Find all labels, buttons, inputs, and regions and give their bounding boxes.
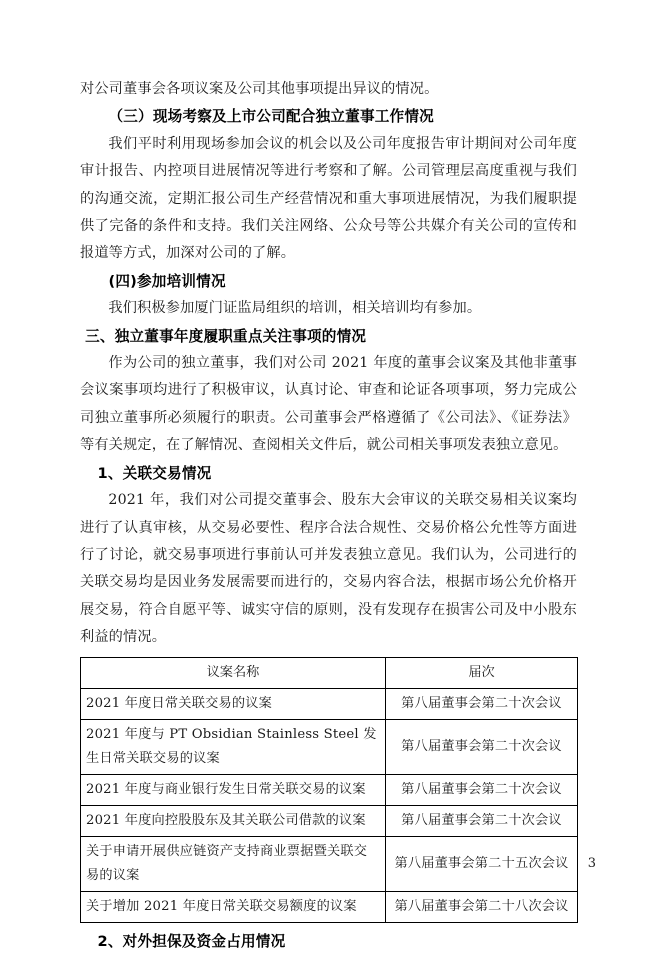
- table-row: [81, 719, 578, 774]
- heading-section-three: 三、独立董事年度履职重点关注事项的情况: [85, 327, 367, 345]
- table-header-session: 届次: [386, 657, 578, 688]
- cell-session: 第八届董事会第二十次会议: [386, 774, 578, 805]
- cell-proposal-name: 2021 年度日常关联交易的议案: [81, 688, 386, 719]
- table-row: [81, 774, 578, 805]
- cell-proposal-name: 关于申请开展供应链资产支持商业票据暨关联交易的议案: [81, 836, 386, 891]
- cell-session: 第八届董事会第二十次会议: [386, 805, 578, 836]
- paragraph-site-visit: 我们平时利用现场参加会议的机会以及公司年度报告审计期间对公司年度审计报告、内控项目进展情况等进行考察和了解。公司管理层高度重视与我们的沟通交流，定期汇报公司生产经营情况和重大事项进展情况，为我们履职提供了完备的条件和支持。我们关注网络、公众号等公共媒介有关公司的宣传和报道等方式，加深对公司的了解。: [80, 135, 577, 262]
- paragraph-section-three-intro: 作为公司的独立董事，我们对公司 2021 年度的董事会议案及其他非董事会议案事项均进行了积极审议，认真讨论、审查和论证各项事项，努力完成公司独立董事所必须履行的职责。公司董事会严格遵循了《公司法》、《证券法》等有关规定，在了解情况、查阅相关文件后，就公司相关事项发表独立意见。: [80, 355, 577, 454]
- cell-proposal-name: 2021 年度与商业银行发生日常关联交易的议案: [81, 774, 386, 805]
- table-row: [81, 688, 578, 719]
- heading-item-guarantees: 2、对外担保及资金占用情况: [97, 932, 286, 950]
- paragraph-continued-top: 对公司董事会各项议案及公司其他事项提出异议的情况。: [80, 81, 439, 97]
- table-header-row: [81, 657, 578, 688]
- agenda-table: [80, 657, 578, 923]
- paragraph-training: 我们积极参加厦门证监局组织的培训，相关培训均有参加。: [108, 300, 482, 317]
- cell-proposal-name: 2021 年度向控股股东及其关联公司借款的议案: [81, 805, 386, 836]
- cell-session: 第八届董事会第二十八次会议: [386, 891, 578, 922]
- heading-section-three-subsection: （三）现场考察及上市公司配合独立董事工作情况: [108, 108, 434, 126]
- paragraph-related-party-transactions: 2021 年，我们对公司提交董事会、股东大会审议的关联交易相关议案均进行了认真审核，从交易必要性、程序合法合规性、交易价格公允性等方面进行了讨论，就交易事项进行事前认可并发表独立意见。我们认为，公司进行的关联交易均是因业务发展需要而进行的，交易内容合法，根据市场公允价格开展交易，符合自愿平等、诚实守信的原则，没有发现存在损害公司及中小股东利益的情况。: [80, 492, 577, 646]
- cell-session: 第八届董事会第二十次会议: [386, 688, 578, 719]
- heading-training: (四)参加培训情况: [108, 272, 226, 290]
- table-row: [81, 836, 578, 891]
- agenda-table-wrapper: [80, 657, 577, 923]
- cell-session: 第八届董事会第二十五次会议: [386, 836, 578, 891]
- page-content: [80, 76, 577, 955]
- page-number: 3: [587, 856, 596, 871]
- table-row: [81, 805, 578, 836]
- table-row: [81, 891, 578, 922]
- cell-proposal-name: 2021 年度与 PT Obsidian Stainless Steel 发生日常关联交易的议案: [81, 719, 386, 774]
- table-header-proposal-name: 议案名称: [81, 657, 386, 688]
- heading-item-related-party-transactions: 1、关联交易情况: [97, 464, 212, 482]
- cell-proposal-name: 关于增加 2021 年度日常关联交易额度的议案: [81, 891, 386, 922]
- cell-session: 第八届董事会第二十次会议: [386, 719, 578, 774]
